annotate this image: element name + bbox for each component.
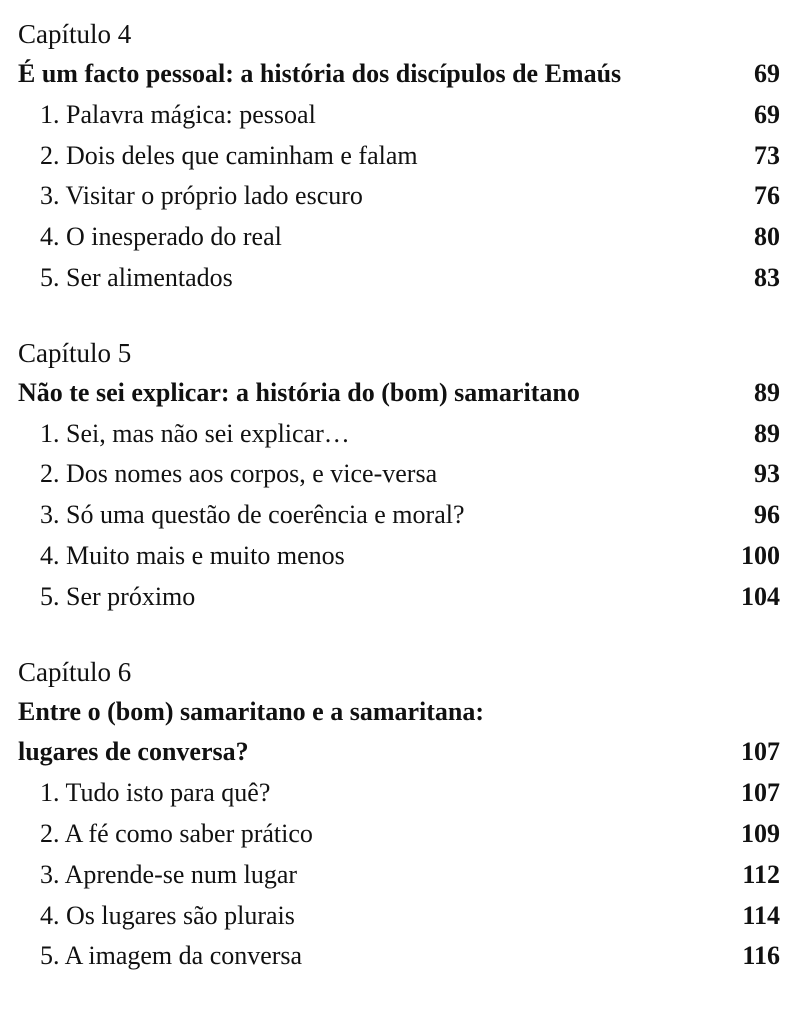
- chapter-title-page: 89: [754, 377, 780, 407]
- section-page: 89: [754, 418, 780, 448]
- section-page: 73: [754, 140, 780, 170]
- section-title: 5. Ser alimentados: [40, 262, 233, 292]
- section-row[interactable]: [18, 536, 780, 577]
- section-page: 109: [741, 818, 780, 848]
- section-title: 1. Tudo isto para quê?: [40, 778, 271, 808]
- section-page: 83: [754, 262, 780, 292]
- section-title: 5. Ser próximo: [40, 581, 196, 611]
- chapter-title-row[interactable]: [18, 373, 780, 414]
- chapter-block: [18, 652, 780, 978]
- section-row[interactable]: [18, 896, 780, 937]
- section-title: 1. Sei, mas não sei explicar…: [40, 418, 350, 448]
- section-row[interactable]: [18, 176, 780, 217]
- section-title: 3. Aprende-se num lugar: [40, 859, 298, 889]
- chapter-title: Não te sei explicar: a história do (bom) samaritano: [18, 377, 580, 407]
- chapter-title: lugares de conversa?: [18, 737, 249, 767]
- chapter-title-row[interactable]: [18, 54, 780, 95]
- section-page: 76: [754, 181, 780, 211]
- section-page: 112: [742, 859, 780, 889]
- section-page: 114: [742, 900, 780, 930]
- chapter-title-row[interactable]: [18, 732, 780, 773]
- section-title: 4. O inesperado do real: [40, 222, 282, 252]
- section-row[interactable]: [18, 414, 780, 455]
- section-page: 96: [754, 500, 780, 530]
- section-row[interactable]: [18, 936, 780, 977]
- table-of-contents: [18, 14, 780, 1011]
- chapter-title-line[interactable]: Entre o (bom) samaritano e a samaritana:: [18, 696, 485, 726]
- section-row[interactable]: [18, 814, 780, 855]
- chapter-title-page: 107: [741, 737, 780, 767]
- chapter-label: Capítulo 5: [18, 337, 132, 368]
- section-title: 3. Só uma questão de coerência e moral?: [40, 500, 465, 530]
- section-title: 4. Os lugares são plurais: [40, 900, 295, 930]
- section-title: 4. Muito mais e muito menos: [40, 540, 345, 570]
- section-row[interactable]: [18, 495, 780, 536]
- section-row[interactable]: [18, 855, 780, 896]
- chapter-title: É um facto pessoal: a história dos discípulos de Emaús: [18, 59, 622, 88]
- section-title: 2. Dois deles que caminham e falam: [40, 140, 418, 170]
- section-row[interactable]: [18, 136, 780, 177]
- chapter-label: Capítulo 4: [18, 19, 132, 49]
- section-page: 104: [741, 581, 780, 611]
- section-row[interactable]: [18, 95, 780, 136]
- section-page: 107: [741, 778, 780, 808]
- chapter-label: Capítulo 6: [18, 656, 132, 687]
- section-title: 5. A imagem da conversa: [40, 941, 303, 971]
- section-title: 1. Palavra mágica: pessoal: [40, 99, 316, 129]
- section-page: 80: [754, 222, 780, 252]
- section-row[interactable]: [18, 577, 780, 618]
- section-row[interactable]: [18, 258, 780, 299]
- chapter-block: [18, 14, 780, 299]
- section-page: 69: [754, 99, 780, 129]
- section-row[interactable]: [18, 773, 780, 814]
- section-row[interactable]: [18, 217, 780, 258]
- chapter-title-page: 69: [754, 59, 780, 88]
- section-page: 93: [754, 459, 780, 489]
- section-row[interactable]: [18, 454, 780, 495]
- section-page: 100: [741, 540, 780, 570]
- section-title: 2. A fé como saber prático: [40, 818, 313, 848]
- section-title: 3. Visitar o próprio lado escuro: [40, 181, 363, 211]
- chapter-block: [18, 333, 780, 618]
- section-page: 116: [742, 941, 780, 971]
- section-title: 2. Dos nomes aos corpos, e vice-versa: [40, 459, 438, 489]
